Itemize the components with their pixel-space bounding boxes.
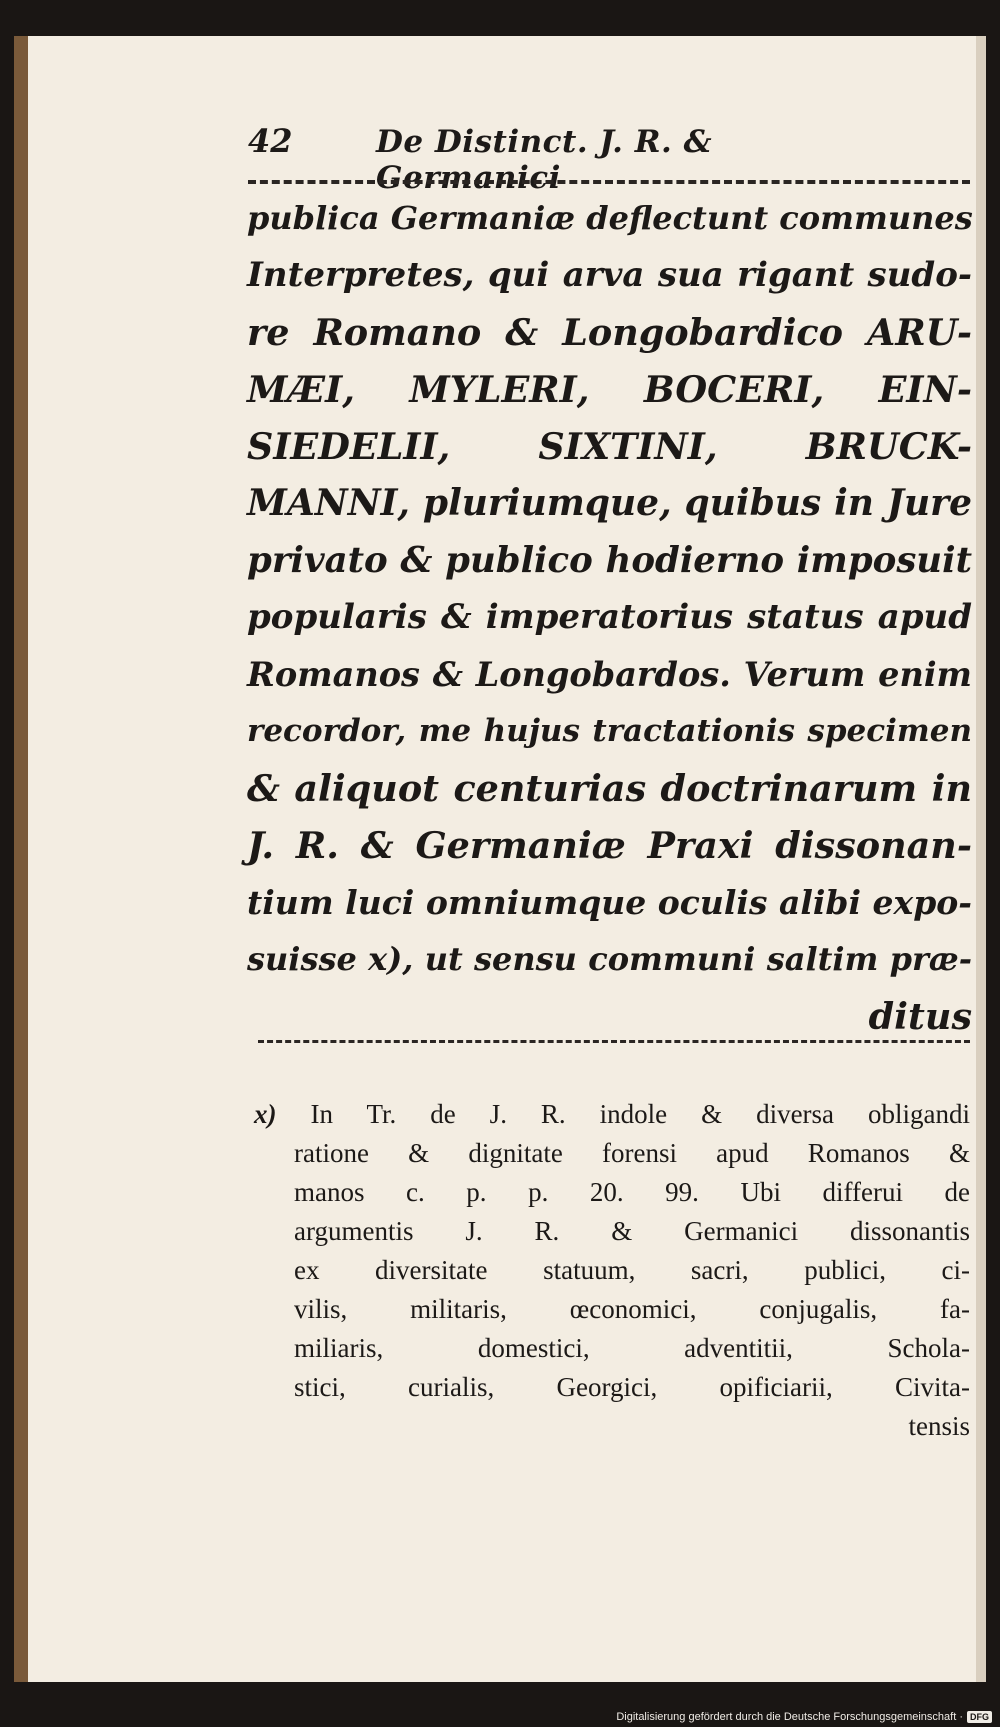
body-line: Interpretes, qui arva sua rigant sudo- <box>247 255 972 295</box>
footnote-line: stici, curialis, Georgici, opificiarii, Civita- <box>294 1372 970 1402</box>
credit-text: Digitalisierung gefördert durch die Deutsche Forschungsgemeinschaft · <box>616 1711 963 1723</box>
body-line: J. R. & Germaniæ Praxi dissonan- <box>247 824 972 867</box>
body-line: SIEDELII, SIXTINI, BRUCK- <box>247 425 972 468</box>
footnote-line: ex diversitate statuum, sacri, publici, ci- <box>294 1255 970 1285</box>
body-line: MÆI, MYLERI, BOCERI, EIN- <box>247 368 972 411</box>
page-number: 42 <box>248 122 293 160</box>
body-line: publica Germaniæ deflectunt communes <box>247 199 973 237</box>
footnote-line: In Tr. de J. R. indole & diversa obligandi <box>310 1099 971 1129</box>
body-line: popularis & imperatorius status apud <box>247 597 972 637</box>
body-line: suisse x), ut sensu communi saltim præ- <box>247 940 972 978</box>
running-title: De Distinct. J. R. & Germanici <box>376 124 713 196</box>
body-line: tium luci omniumque oculis alibi expo- <box>247 883 972 922</box>
footnote-line: argumentis J. R. & Germanici dissonantis <box>294 1216 970 1246</box>
body-line: Romanos & Longobardos. Verum enim <box>247 655 972 694</box>
body-line-catchword: ditus <box>868 995 972 1038</box>
body-line: recordor, me hujus tractationis specimen <box>247 713 972 749</box>
footnote-line: ratione & dignitate forensi apud Romanos & <box>294 1138 970 1168</box>
footnote-rule <box>258 1040 970 1043</box>
body-line: MANNI, pluriumque, quibus in Jure <box>247 482 972 524</box>
body-line: re Romano & Longobardico ARU- <box>247 311 972 354</box>
page-header <box>248 122 888 196</box>
header-rule <box>248 180 970 184</box>
footnote-line: manos c. p. p. 20. 99. Ubi differui de <box>294 1177 970 1207</box>
footnote-line: vilis, militaris, œconomici, conjugalis, fa- <box>294 1294 970 1324</box>
digitization-credit <box>616 1711 992 1723</box>
footnote <box>254 1095 970 1446</box>
body-line: privato & publico hodierno imposuit <box>247 540 972 581</box>
dfg-logo: DFG <box>967 1711 992 1723</box>
body-text <box>247 190 972 1045</box>
footnote-marker: x) <box>254 1099 277 1129</box>
footnote-line: miliaris, domestici, adventitii, Schola- <box>294 1333 970 1363</box>
footnote-catchword: tensis <box>908 1411 970 1441</box>
body-line: & aliquot centurias doctrinarum in <box>247 767 972 810</box>
